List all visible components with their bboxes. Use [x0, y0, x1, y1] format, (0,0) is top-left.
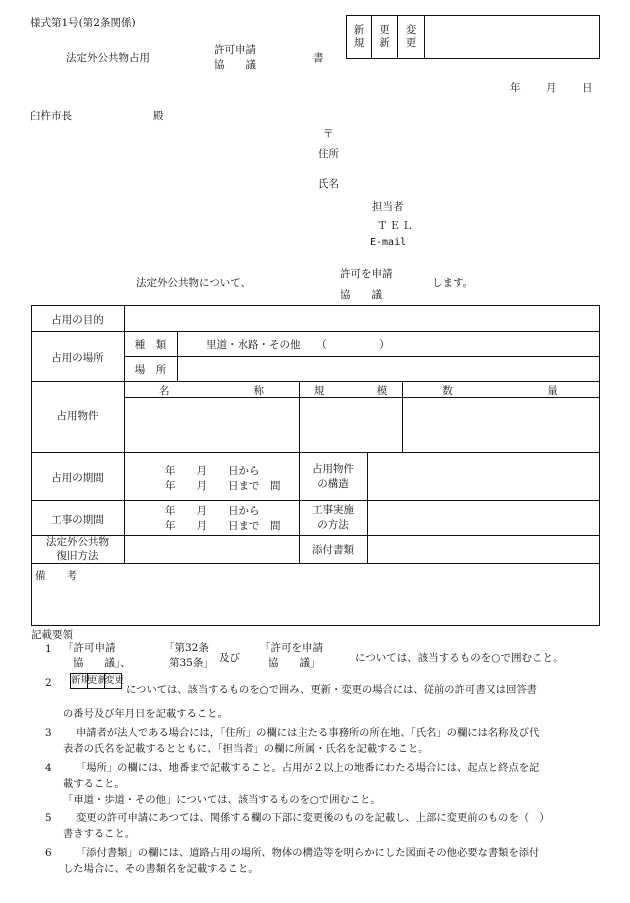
note3-number: 3: [45, 727, 52, 739]
contact-label: 担当者: [372, 201, 404, 213]
date-year: 年: [510, 82, 521, 94]
title-option-consult: 協 議: [214, 59, 256, 71]
note2-box-new: 新規: [71, 675, 91, 686]
note6-text1: 「添付書類」の欄には、道路占用の場所、物体の構造等を明らかにした図面その他必要な書類を添付: [76, 847, 540, 859]
note5-text1: 変更の許可申請にあつては、関係する欄の下部に変更後のものを記載し、上部に変更前のものを（ ）: [76, 812, 550, 824]
note2-type-box: [70, 673, 125, 689]
objects-label: 占用物件: [56, 410, 99, 422]
work-method-label: 工事実施 の方法: [312, 504, 354, 531]
statement-tail: します。: [432, 277, 474, 289]
note1-number: 1: [45, 643, 52, 655]
col-quantity: 数 量: [442, 385, 558, 397]
note4-text1: 「場所」の欄には、地番まで記載すること。占用が２以上の地番にわたる場合には、起点と終点を記: [76, 762, 540, 774]
tel-label: ＴＥＬ: [377, 220, 415, 232]
date-day: 日: [582, 82, 593, 94]
col-name: 名 称: [159, 385, 264, 397]
restore-label: 法定外公共物 復旧方法: [46, 536, 109, 562]
structure-label: 占用物件 の構造: [312, 463, 354, 490]
note2-box-renew: 更新: [88, 675, 108, 686]
note1-opt-b2: 第35条」: [169, 657, 214, 669]
note2-text2: の番号及び年月日を記載すること。: [63, 708, 228, 720]
note1-opt-b1: 「第32条: [164, 642, 209, 654]
title-option-apply: 許可申請: [214, 44, 256, 56]
work-to: 年 月 日まで 間: [165, 520, 281, 532]
note1-text: については、該当するものを○で囲むこと。: [355, 652, 564, 664]
statement-option-consult: 協 議: [340, 289, 382, 301]
period-from: 年 月 日から: [165, 465, 260, 477]
date-month: 月: [546, 82, 557, 94]
type-renew: 更 新: [379, 24, 390, 49]
honorific: 殿: [153, 110, 164, 122]
form-number: 様式第1号(第2条関係): [30, 17, 136, 29]
note1-opt-a2: 協 議」、: [73, 657, 131, 669]
note3-text2: 表者の氏名を記載するとともに、「担当者」の欄に所属・氏名を記載すること。: [63, 743, 429, 755]
email-label: E-mail: [370, 237, 407, 248]
note4-text3: 「車道・歩道・その他」については、該当するものを○で囲むこと。: [63, 794, 381, 806]
statement-option-apply: 許可を申請: [340, 268, 393, 280]
note2-number: 2: [45, 677, 52, 689]
period-to: 年 月 日まで 間: [165, 480, 281, 492]
type-new: 新 規: [353, 24, 365, 49]
work-period-label: 工事の期間: [51, 514, 104, 526]
period-label: 占用の期間: [51, 472, 104, 484]
notes-heading: 記載要領: [31, 629, 73, 641]
note3-text1: 申請者が法人である場合には，「住所」の欄には主たる事務所の所在地、「氏名」の欄には名称及び代: [76, 727, 540, 739]
type-change: 変 更: [405, 24, 417, 49]
note6-text2: した場合に、その書類名を記載すること。: [63, 863, 259, 875]
kind-label: 種 類: [134, 339, 167, 351]
title-suffix: 書: [313, 52, 324, 64]
col-scale: 規 模: [313, 385, 388, 397]
postal-mark: 〒: [323, 128, 334, 140]
location-label: 占用の場所: [51, 352, 104, 364]
title-prefix: 法定外公共物占用: [66, 52, 150, 64]
kind-value: 里道・水路・その他 （ ）: [206, 339, 390, 351]
note1-opt-a1: 「許可申請: [63, 642, 116, 654]
remarks-label: 備 考: [35, 570, 77, 582]
address-label: 住所: [318, 148, 339, 160]
place-label: 場 所: [134, 364, 167, 376]
note2-text1: については、該当するものを○で囲み、更新・変更の場合には、従前の許可書又は回答書: [126, 684, 537, 696]
work-from: 年 月 日から: [165, 505, 260, 517]
note2-box-change: 変更: [105, 675, 125, 686]
addressee: 臼杵市長: [30, 110, 72, 122]
note4-text2: 載すること。: [63, 778, 125, 790]
note5-number: 5: [45, 812, 52, 824]
note1-opt-c2: 協 議」: [268, 657, 321, 669]
note6-number: 6: [45, 847, 52, 859]
note5-text2: 書きすること。: [63, 828, 136, 840]
statement-lead: 法定外公共物について、: [136, 277, 252, 289]
purpose-label: 占用の目的: [51, 314, 104, 326]
note4-number: 4: [45, 762, 52, 774]
name-label: 氏名: [318, 178, 339, 190]
note1-and: 及び: [219, 652, 240, 664]
note1-opt-c1: 「許可を申請: [260, 642, 323, 654]
attachments-label: 添付書類: [312, 544, 354, 556]
